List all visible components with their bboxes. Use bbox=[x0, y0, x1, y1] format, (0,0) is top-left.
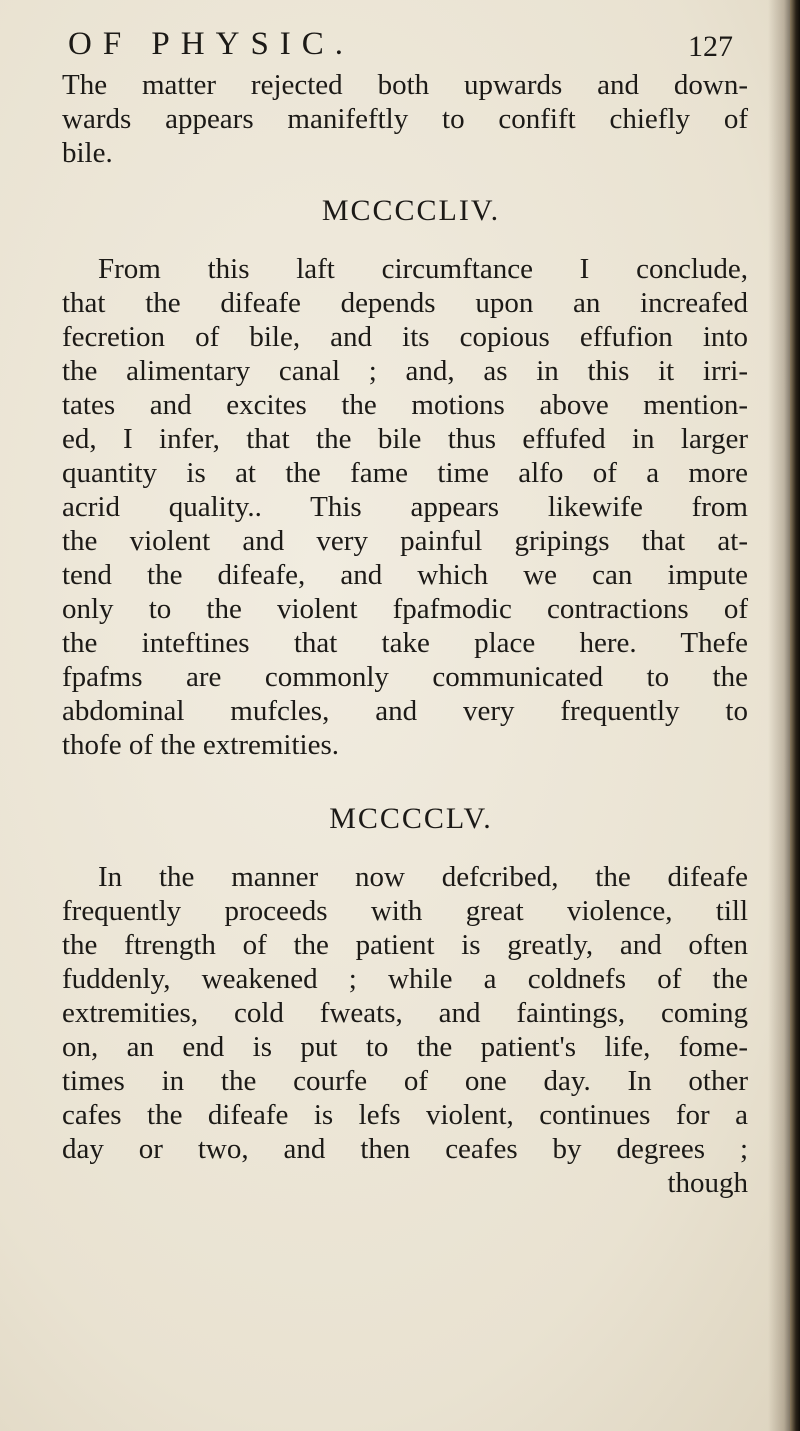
text-line: quantity is at the fame time alfo of a more bbox=[62, 457, 748, 489]
page-number: 127 bbox=[688, 30, 733, 63]
body-text bbox=[62, 68, 748, 1200]
text-line: The matter rejected both upwards and down- bbox=[62, 69, 748, 101]
text-line: on, an end is put to the patient's life, fome- bbox=[62, 1031, 748, 1063]
section-heading-mcccccliv: MCCCCLIV. bbox=[321, 194, 501, 227]
text-line: times in the courfe of one day. In other bbox=[62, 1065, 748, 1097]
text-line: tend the difeafe, and which we can impute bbox=[62, 559, 748, 591]
text-line: acrid quality.. This appears likewife from bbox=[62, 491, 748, 523]
text-line: thofe of the extremities. bbox=[62, 729, 340, 761]
text-line: cafes the difeafe is lefs violent, continues for a bbox=[62, 1099, 748, 1131]
text-line: In the manner now defcribed, the difeafe bbox=[98, 861, 748, 893]
text-line: only to the violent fpafmodic contractions of bbox=[62, 593, 748, 625]
text-line: tates and excites the motions above mention- bbox=[62, 389, 748, 421]
section-paragraph bbox=[62, 860, 748, 1200]
text-line: wards appears manifeftly to confift chiefly of bbox=[62, 103, 748, 135]
section-heading-mccccclv: MCCCCLV. bbox=[329, 802, 493, 835]
running-head: OF PHYSIC. bbox=[68, 26, 355, 62]
text-line: the alimentary canal ; and, as in this it irri- bbox=[62, 355, 748, 387]
page-header bbox=[60, 20, 760, 70]
text-line: fpafms are commonly communicated to the bbox=[62, 661, 748, 693]
text-line: the inteftines that take place here. Thefe bbox=[62, 627, 748, 659]
text-line: the violent and very painful gripings that at- bbox=[62, 525, 748, 557]
text-line: abdominal mufcles, and very frequently to bbox=[62, 695, 748, 727]
text-line: From this laft circumftance I conclude, bbox=[98, 253, 748, 285]
catchword: though bbox=[667, 1167, 748, 1199]
text-line: the ftrength of the patient is greatly, and often bbox=[62, 929, 748, 961]
text-line: fecretion of bile, and its copious effufion into bbox=[62, 321, 748, 353]
text-line: ed, I infer, that the bile thus effufed in larger bbox=[62, 423, 748, 455]
text-line: fuddenly, weakened ; while a coldnefs of the bbox=[62, 963, 748, 995]
paragraph-continued bbox=[62, 68, 748, 170]
text-line: that the difeafe depends upon an increafed bbox=[62, 287, 748, 319]
text-line: day or two, and then ceafes by degrees ; bbox=[62, 1133, 748, 1165]
text-line: bile. bbox=[62, 137, 113, 169]
text-line: extremities, cold fweats, and faintings, coming bbox=[62, 997, 748, 1029]
section-paragraph bbox=[62, 252, 748, 762]
book-spine-shadow bbox=[790, 0, 800, 1431]
text-line: frequently proceeds with great violence, till bbox=[62, 895, 748, 927]
